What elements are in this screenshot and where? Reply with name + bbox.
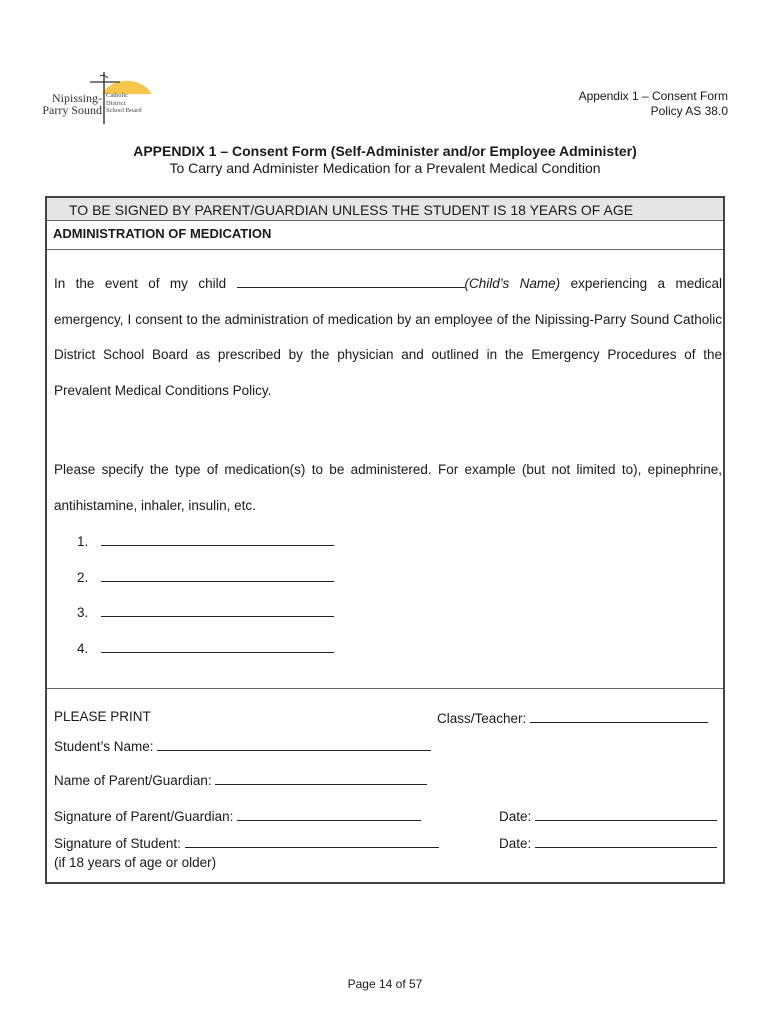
medication-field-3[interactable] — [101, 600, 334, 617]
form-title-main: APPENDIX 1 – Consent Form (Self-Administer and/or Employee Administer) — [133, 143, 637, 159]
student-name-field[interactable] — [157, 736, 431, 751]
signing-banner: TO BE SIGNED BY PARENT/GUARDIAN UNLESS THE STUDENT IS 18 YEARS OF AGE — [47, 198, 723, 221]
consent-form-box — [45, 196, 725, 884]
list-item: 1. — [77, 524, 334, 560]
medication-list — [77, 524, 334, 666]
section-divider — [47, 688, 723, 689]
medication-field-1[interactable] — [101, 529, 334, 546]
student-signature-field[interactable] — [185, 833, 439, 848]
child-name-hint: (Child’s Name) — [464, 276, 561, 291]
date-row-1: Date: — [499, 806, 717, 826]
child-name-field[interactable] — [237, 273, 465, 288]
date-field-1[interactable] — [535, 806, 717, 821]
list-item: 2. — [77, 560, 334, 596]
age-note: (if 18 years of age or older) — [54, 855, 217, 870]
page-number: Page 14 of 57 — [347, 977, 423, 991]
school-board-logo — [40, 70, 152, 126]
medication-field-2[interactable] — [101, 565, 334, 582]
class-teacher-row: Class/Teacher: — [437, 708, 708, 728]
form-title-sub: To Carry and Administer Medication for a Prevalent Medical Condition — [169, 160, 601, 176]
list-item: 4. — [77, 631, 334, 667]
list-item: 3. — [77, 595, 334, 631]
logo-name-right: Catholic District School Board — [106, 92, 142, 114]
student-signature-row: Signature of Student: — [54, 833, 439, 853]
form-title — [0, 143, 770, 177]
consent-paragraph: In the event of my child (Child’s Name) experiencing a medical emergency, I consent to the administration of medication by an employee of the Nipissing-Parry Sound Catholic District School Board as prescribed by the physician and outlined in the Emergency Procedures of the Prevalent Medical Conditions Policy. — [54, 266, 722, 408]
please-print-label: PLEASE PRINT — [54, 709, 151, 724]
medication-prompt: Please specify the type of medication(s) to be administered. For example (but not limited to), epinephrine, antihistamine, inhaler, insulin, etc. — [54, 462, 722, 513]
appendix-label: Appendix 1 – Consent Form — [578, 89, 728, 103]
date-field-2[interactable] — [535, 833, 717, 848]
document-header — [579, 89, 728, 119]
parent-signature-row: Signature of Parent/Guardian: — [54, 806, 421, 826]
policy-label: Policy AS 38.0 — [650, 104, 728, 118]
parent-signature-field[interactable] — [237, 806, 421, 821]
medication-field-4[interactable] — [101, 636, 334, 653]
logo-name-left: Nipissing- Parry Sound — [42, 91, 102, 117]
section-heading: ADMINISTRATION OF MEDICATION — [47, 221, 723, 250]
student-name-row: Student’s Name: — [54, 736, 431, 756]
date-row-2: Date: — [499, 833, 717, 853]
parent-name-field[interactable] — [215, 770, 427, 785]
parent-name-row: Name of Parent/Guardian: — [54, 770, 427, 790]
class-teacher-field[interactable] — [530, 708, 708, 723]
